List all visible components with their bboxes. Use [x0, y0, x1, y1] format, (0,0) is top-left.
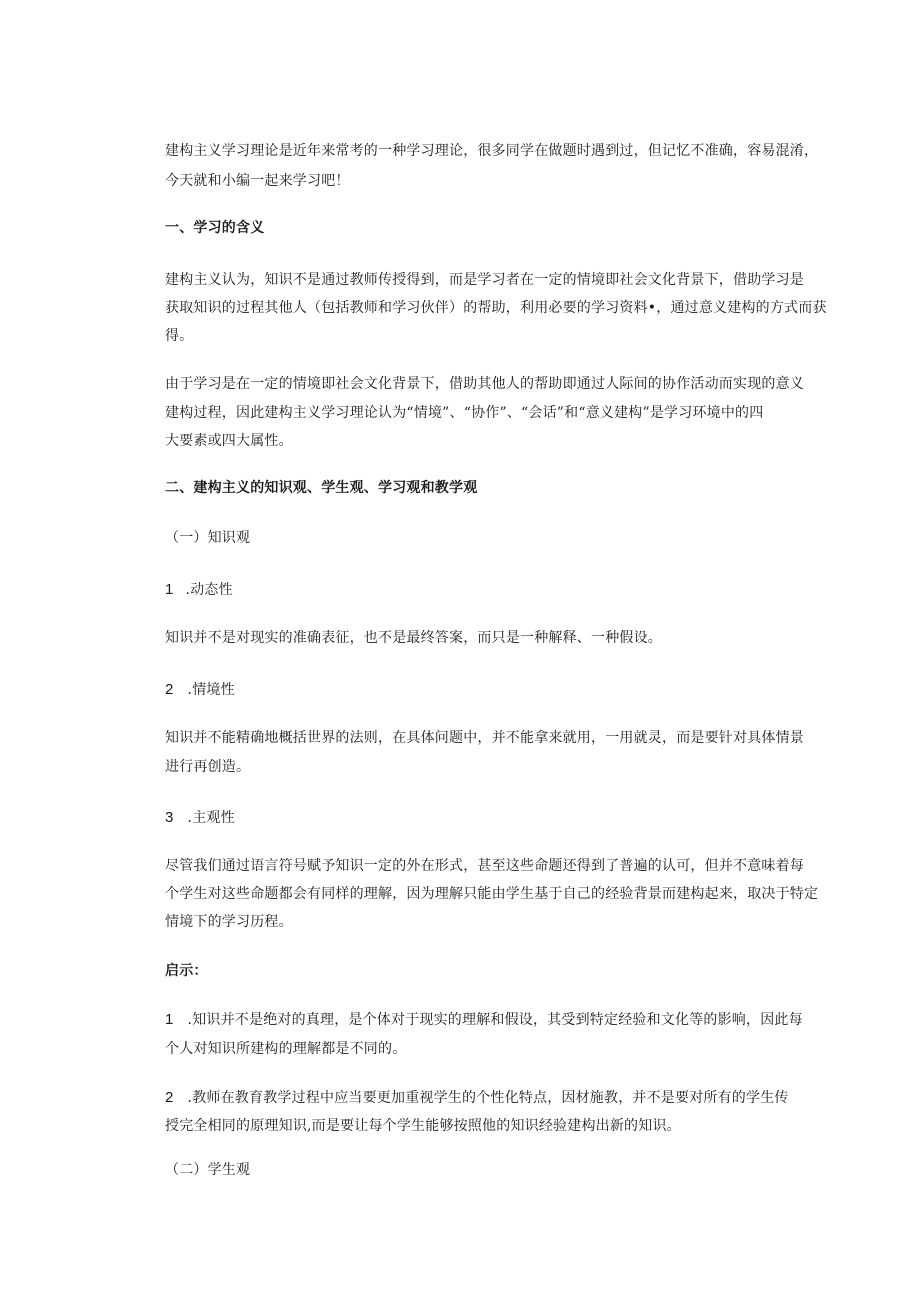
paragraph-line: 建构主义认为，知识不是通过教师传授得到，而是学习者在一定的情境即社会文化背景下，借助学习是 — [165, 272, 804, 288]
item-title: .主观性 — [187, 810, 235, 826]
insight-text: .教师在教育教学过程中应当要更加重视学生的个性化特点，因材施教，并不是要对所有的学生传 — [187, 1090, 789, 1106]
subsection-heading-knowledge-view: （一）知识观 — [165, 530, 251, 546]
insight-heading: 启示： — [165, 963, 208, 979]
intro-line-2: 今天就和小编一起来学习吧！ — [165, 173, 350, 189]
item-heading-subjective — [165, 808, 235, 828]
item-title: .情境性 — [187, 682, 235, 698]
item-body-line: 个学生对这些命题都会有同样的理解，因为理解只能由学生基于自己的经验背景而建构起来，取决于特定 — [165, 886, 819, 902]
insight-text: .知识并不是绝对的真理，是个体对于现实的理解和假设，其受到特定经验和文化等的影响，因此每 — [187, 1012, 803, 1028]
insight-number: 1 — [165, 1011, 174, 1028]
intro-line-1: 建构主义学习理论是近年来常考的一种学习理论，很多同学在做题时遇到过，但记忆不准确，容易混淆， — [165, 143, 819, 159]
section-heading-learning-meaning: 一、学习的含义 — [165, 220, 265, 236]
paragraph-line: 由于学习是在一定的情境即社会文化背景下，借助其他人的帮助即通过人际间的协作活动而实现的意义 — [165, 376, 804, 392]
insight-line: 个人对知识所建构的理解都是不同的。 — [165, 1041, 407, 1057]
paragraph-line: 得。 — [165, 328, 194, 344]
paragraph-line: 建构过程，因此建构主义学习理论认为“情境”、“协作”、“会话”和“意义建构”是学习环境中的四 — [165, 405, 764, 421]
item-title: .动态性 — [185, 582, 233, 598]
item-body-line: 进行再创造。 — [165, 759, 251, 775]
insight-number: 2 — [165, 1089, 174, 1106]
section-heading-constructivism-views: 二、建构主义的知识观、学生观、学习观和教学观 — [165, 480, 478, 496]
item-heading-situational — [165, 680, 235, 700]
item-body-line: 情境下的学习历程。 — [165, 914, 293, 930]
paragraph-line: 获取知识的过程其他人（包括教师和学习伙伴）的帮助，利用必要的学习资料•，通过意义建构的方式而获 — [165, 300, 827, 316]
item-number: 3 — [165, 809, 174, 826]
insight-line — [165, 1010, 803, 1030]
item-number: 1 — [165, 581, 174, 598]
insight-line — [165, 1088, 789, 1108]
item-heading-dynamic — [165, 580, 233, 600]
item-number: 2 — [165, 681, 174, 698]
paragraph-line: 大要素或四大属性。 — [165, 433, 293, 449]
subsection-heading-student-view: （二）学生观 — [165, 1162, 251, 1178]
item-body-line: 知识并不能精确地概括世界的法则，在具体问题中，并不能拿来就用，一用就灵，而是要针对具体情景 — [165, 730, 804, 746]
item-body-line: 知识并不是对现实的准确表征，也不是最终答案，而只是一种解释、一种假设。 — [165, 630, 662, 646]
item-body-line: 尽管我们通过语言符号赋予知识一定的外在形式，甚至这些命题还得到了普遍的认可，但并不意味着每 — [165, 858, 804, 874]
insight-line: 授完全相同的原理知识,而是要让每个学生能够按照他的知识经验建构出新的知识。 — [165, 1118, 681, 1134]
